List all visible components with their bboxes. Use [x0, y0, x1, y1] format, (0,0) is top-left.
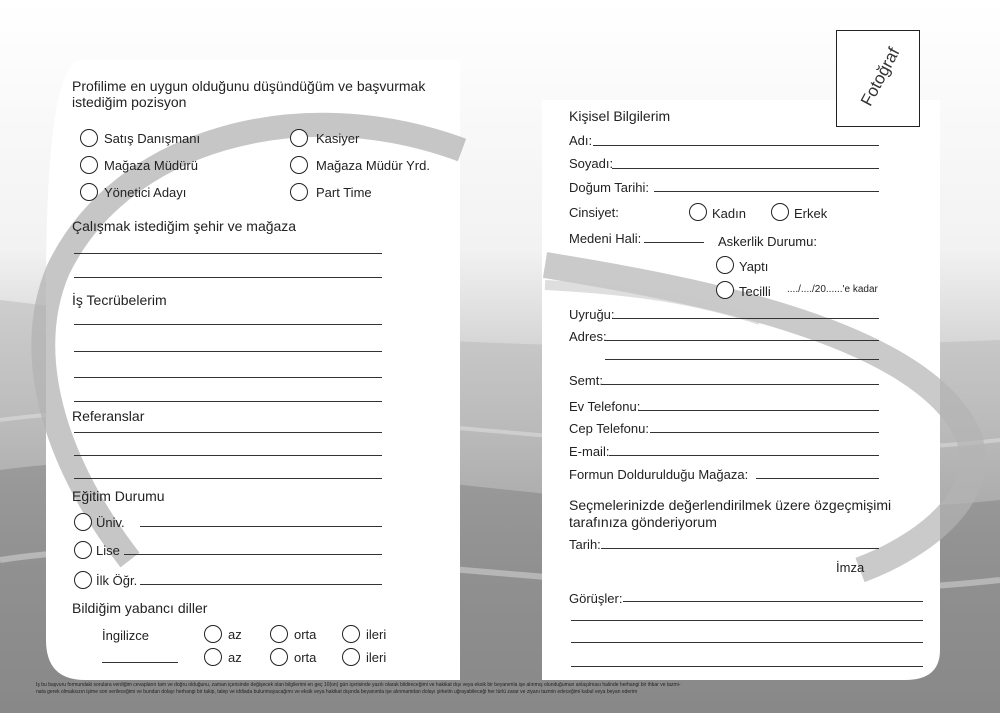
- label-sales-consultant: Satış Danışmanı: [104, 131, 201, 146]
- other-language-line[interactable]: [102, 662, 178, 663]
- references-line-1[interactable]: [74, 432, 382, 433]
- radio-english-advanced[interactable]: [342, 625, 360, 643]
- label-gender: Cinsiyet:: [569, 205, 619, 220]
- label-opinions: Görüşler:: [569, 591, 623, 606]
- radio-military-done[interactable]: [716, 256, 734, 274]
- university-line[interactable]: [140, 526, 382, 527]
- email-line[interactable]: [609, 455, 879, 456]
- label-university: Üniv.: [96, 515, 125, 530]
- references-line-2[interactable]: [74, 455, 382, 456]
- radio-military-deferred[interactable]: [716, 281, 734, 299]
- label-military-status: Askerlik Durumu:: [718, 234, 817, 249]
- references-line-3[interactable]: [74, 478, 382, 479]
- radio-part-time[interactable]: [290, 183, 308, 201]
- label-store-manager: Mağaza Müdürü: [104, 158, 198, 173]
- name-line[interactable]: [593, 145, 879, 146]
- education-heading: Eğitim Durumu: [72, 488, 165, 504]
- radio-store-manager[interactable]: [80, 156, 98, 174]
- label-part-time: Part Time: [316, 185, 372, 200]
- radio-high-school[interactable]: [74, 541, 92, 559]
- high-school-line[interactable]: [124, 554, 382, 555]
- label-military-deferred: Tecilli: [739, 284, 771, 299]
- address-line-1[interactable]: [605, 340, 879, 341]
- label-female: Kadın: [712, 206, 746, 221]
- label-signature: İmza: [836, 560, 865, 575]
- label-english-advanced: ileri: [366, 627, 387, 642]
- radio-primary-school[interactable]: [74, 571, 92, 589]
- marital-status-line[interactable]: [644, 242, 704, 243]
- label-assistant-manager: Mağaza Müdür Yrd.: [316, 158, 430, 173]
- label-mobile-phone: Cep Telefonu:: [569, 421, 649, 436]
- references-heading: Referanslar: [72, 408, 145, 424]
- label-high-school: Lise: [96, 543, 120, 558]
- city-store-line-2[interactable]: [74, 277, 382, 278]
- language-english: İngilizce: [102, 628, 149, 643]
- address-line-2[interactable]: [605, 359, 879, 360]
- label-date: Tarih:: [569, 537, 601, 552]
- radio-other-advanced[interactable]: [342, 648, 360, 666]
- radio-other-basic[interactable]: [204, 648, 222, 666]
- label-store: Formun Doldurulduğu Mağaza:: [569, 467, 749, 482]
- label-district: Semt:: [569, 373, 603, 388]
- label-english-basic: az: [228, 627, 242, 642]
- label-address: Adres:: [569, 329, 607, 344]
- radio-sales-consultant[interactable]: [80, 129, 98, 147]
- home-phone-line[interactable]: [638, 410, 879, 411]
- label-primary-school: İlk Öğr.: [96, 573, 138, 588]
- primary-school-line[interactable]: [140, 584, 382, 585]
- label-name: Adı:: [569, 133, 593, 148]
- nationality-line[interactable]: [613, 318, 879, 319]
- birth-date-line[interactable]: [654, 191, 879, 192]
- radio-male[interactable]: [771, 203, 789, 221]
- footer-disclaimer-line1: İş bu başvuru formundaki sorulara verdiğim cevapların tam ve doğru olduğunu, zaman içerisinde değişecek olan bilgilerimi en geç 10(on) gün içerisinde yazılı olarak bildireceğimi ve hakikat dışı veya eksik bir beyanımla işe alınmış olunduğumun anlaşılması halinde herhangi bir ihbar ve tazmi-: [36, 682, 681, 688]
- label-military-done: Yaptı: [739, 259, 769, 274]
- city-store-heading: Çalışmak istediğim şehir ve mağaza: [72, 218, 297, 234]
- label-male: Erkek: [794, 206, 828, 221]
- experience-line-1[interactable]: [74, 324, 382, 325]
- radio-english-intermediate[interactable]: [270, 625, 288, 643]
- label-other-intermediate: orta: [294, 650, 317, 665]
- position-question-line2: istediğim pozisyon: [72, 94, 187, 110]
- label-other-basic: az: [228, 650, 242, 665]
- radio-cashier[interactable]: [290, 129, 308, 147]
- date-line[interactable]: [601, 548, 879, 549]
- radio-english-basic[interactable]: [204, 625, 222, 643]
- experience-line-3[interactable]: [74, 377, 382, 378]
- label-marital-status: Medeni Hali:: [569, 231, 642, 246]
- position-question-line1: Profilime en uygun olduğunu düşündüğüm ve başvurmak: [72, 78, 426, 94]
- consent-line1: Seçmelerinizde değerlendirilmek üzere özgeçmişimi: [569, 497, 892, 513]
- label-cashier: Kasiyer: [316, 131, 360, 146]
- label-birth-date: Doğum Tarihi:: [569, 180, 649, 195]
- photo-box[interactable]: [836, 30, 920, 127]
- photo-label: Fotoğraf: [856, 44, 904, 110]
- store-line[interactable]: [756, 478, 879, 479]
- label-nationality: Uyruğu:: [569, 307, 615, 322]
- consent-line2: tarafınıza gönderiyorum: [569, 514, 717, 530]
- opinions-line-4[interactable]: [571, 666, 923, 667]
- label-english-intermediate: orta: [294, 627, 317, 642]
- label-other-advanced: ileri: [366, 650, 387, 665]
- surname-line[interactable]: [612, 168, 879, 169]
- experience-line-2[interactable]: [74, 351, 382, 352]
- city-store-line-1[interactable]: [74, 253, 382, 254]
- opinions-line-3[interactable]: [571, 642, 923, 643]
- footer-disclaimer-line2: nata gerek olmaksızın işime son verileceğimi ve bundan dolayı herhangi bir takip, talep ve iddiada bulunmayacağımı ve eksik veya hakikat dışında beyanımla işe alınmamdan dolayı şirketin uğrayabileceği her türlü zarar ve ziyanı tazmin edeceğimi kabul veya beyan ederim: [36, 689, 638, 695]
- label-manager-candidate: Yönetici Adayı: [104, 185, 187, 200]
- languages-heading: Bildiğim yabancı diller: [72, 600, 208, 616]
- label-surname: Soyadı:: [569, 156, 614, 171]
- mobile-phone-line[interactable]: [650, 432, 879, 433]
- label-email: E-mail:: [569, 444, 610, 459]
- radio-manager-candidate[interactable]: [80, 183, 98, 201]
- personal-heading: Kişisel Bilgilerim: [569, 108, 671, 124]
- experience-heading: İş Tecrübelerim: [72, 292, 167, 308]
- opinions-line-2[interactable]: [571, 620, 923, 621]
- radio-other-intermediate[interactable]: [270, 648, 288, 666]
- experience-line-4[interactable]: [74, 401, 382, 402]
- opinions-line-1[interactable]: [623, 601, 923, 602]
- radio-university[interactable]: [74, 513, 92, 531]
- deferred-until: ..../..../20......'e kadar: [787, 284, 878, 295]
- label-home-phone: Ev Telefonu:: [569, 399, 641, 414]
- radio-female[interactable]: [689, 203, 707, 221]
- radio-assistant-manager[interactable]: [290, 156, 308, 174]
- district-line[interactable]: [601, 384, 879, 385]
